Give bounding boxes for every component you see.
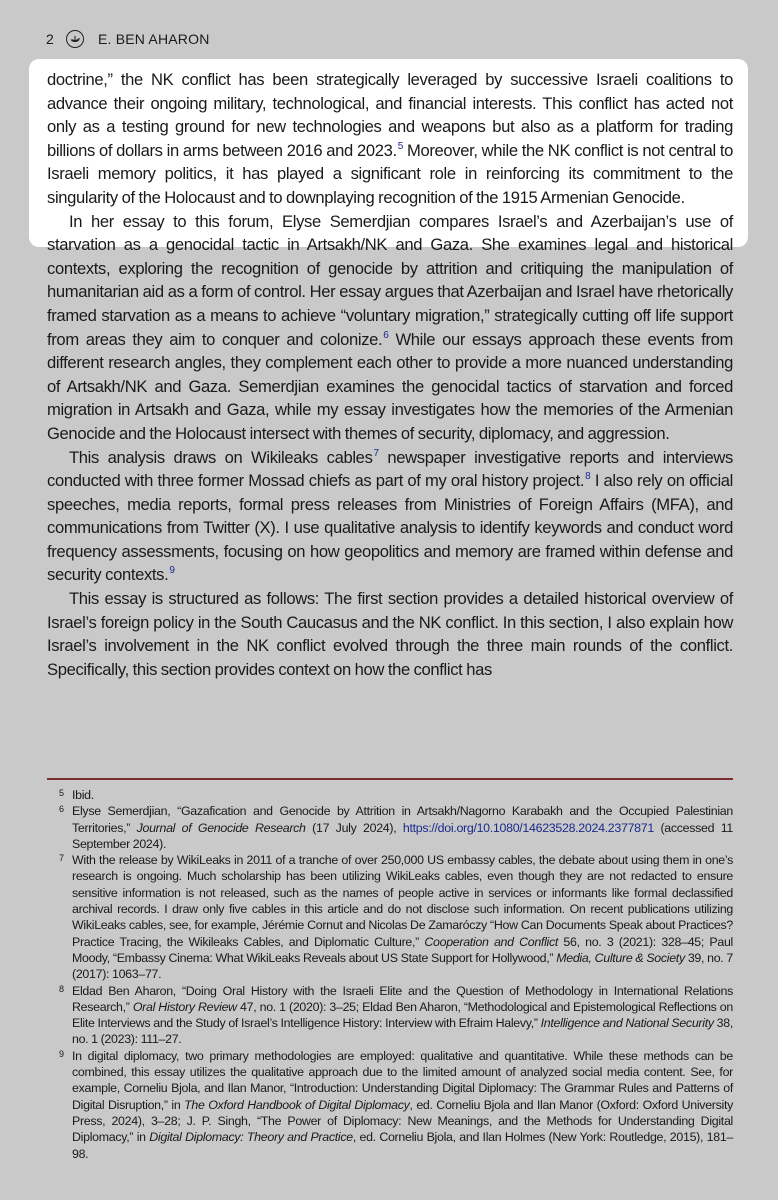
footnote-divider bbox=[47, 778, 733, 780]
body-text bbox=[47, 68, 733, 681]
paragraph-4: This essay is structured as follows: The first section provides a detailed historical overview of Israel’s foreign policy in the South Caucasus and the NK conflict. In this section, I also explain how Israel’s involvement in the NK conflict evolved through the three main rounds of the conflict. Specifically, this section provides context on how the conflict has bbox=[47, 589, 733, 679]
footnote-6: 6 Elyse Semerdjian, “Gazafication and Genocide by Attrition in Artsakh/Nagorno Karabakh and the Occupied Palestinian Territories,” Journal of Genocide Research (17 July 2024), https://doi.org/10.1080/14623528.2024.2377871 (accessed 11 September 2024). bbox=[59, 804, 734, 851]
page-number: 2 bbox=[46, 31, 54, 47]
footnote-ref-8[interactable]: 8 bbox=[585, 471, 591, 483]
footnotes bbox=[47, 787, 733, 1162]
footnote-7: 7 With the release by WikiLeaks in 2011 of a tranche of over 250,000 US embassy cables, the debate about using them in one’s research is ongoing. Much scholarship has been utilizing WikiLeaks cables, even though they are not redacted to ensure sensitive information is not released, such as the names of people active in services or informants like formal declassified archival records. I draw only five cables in this article and do not disclose such information. On recent publications utilizing WikiLeaks cables, see, for example, Jérémie Cornut and Nicolas De Zamaróczy “How Can Documents Speak about Practices? Practice Tracing, the Wikileaks Cables, and Diplomatic Culture,” Cooperation and Conflict 56, no. 3 (2021): 328–45; Paul Moody, “Embassy Cinema: What WikiLeaks Reveals about US State Support for Hollywood,” Media, Culture & Society 39, no. 7 (2017): 1063–77. bbox=[59, 853, 733, 982]
footnote-8: 8 Eldad Ben Aharon, “Doing Oral History with the Israeli Elite and the Question of Methodology in International Relations Research,” Oral History Review 47, no. 1 (2020): 3–25; Eldad Ben Aharon, “Methodological and Epistemological Reflections on Elite Interviews and the Study of Israel’s Intelligence History: Interview with Efraim Halevy,” Intelligence and National Security 38, no. 1 (2023): 111–27. bbox=[59, 983, 733, 1047]
footnote-ref-9[interactable]: 9 bbox=[169, 565, 175, 577]
footnote-ref-7[interactable]: 7 bbox=[373, 447, 379, 459]
author-name: E. BEN AHARON bbox=[98, 31, 210, 47]
journal-lamp-logo-icon bbox=[66, 30, 84, 48]
paragraph-2: In her essay to this forum, Elyse Semerdjian compares Israel’s and Azerbaijan’s use of starvation as a genocidal tactic in Artsakh/NK and Gaza. She examines legal and historical contexts, exploring the recognition of genocide by attrition and critiquing the manipulation of humanitarian aid as a form of control. Her essay argues that Azerbaijan and Israel have rhetorically framed starvation as a means to achieve “voluntary migration,” strategically cutting off life support from areas they aim to conquer and colonize.$^6$ While our essays approach these events from different research angles, they complement each other to provide a more nuanced understanding of Artsakh/NK and Gaza. Semerdjian examines the genocidal tactics of starvation and forced migration in Artsakh and Gaza, while my essay investigates how the memories of the Armenian Genocide and the Holocaust intersect with themes of security, diplomacy, and aggression. bbox=[47, 211, 734, 443]
footnote-ref-5[interactable]: 5 bbox=[397, 140, 403, 152]
paragraph-1: doctrine,” the NK conflict has been strategically leveraged by successive Israeli coalitions to advance their ongoing military, technological, and financial interests. This conflict has acted not only as a testing ground for new technologies and weapons but also as a platform for trading billions of dollars in arms between 2016 and 2023.$^5$ Moreover, while the NK conflict is not central to Israeli memory politics, it has played a significant role in reinforcing its commitment to the singularity of the Holocaust and to downplaying recognition of the 1915 Armenian Genocide. bbox=[47, 70, 733, 207]
running-head bbox=[46, 30, 210, 48]
footnote-ref-6[interactable]: 6 bbox=[383, 329, 389, 341]
paragraph-3: This analysis draws on Wikileaks cables$^7$ newspaper investigative reports and interviews conducted with three former Mossad chiefs as part of my oral history project.$^8$ I also rely on official speeches, media reports, formal press releases from Ministries of Foreign Affairs (MFA), and communications from Twitter (X). I use qualitative analysis to identify keywords and conduct word frequency assessments, focusing on how geopolitics and memory are framed within defense and security contexts.$^9$ bbox=[47, 447, 733, 585]
footnote-5: 5 Ibid. bbox=[59, 788, 94, 802]
footnote-9: 9 In digital diplomacy, two primary methodologies are employed: qualitative and quantitative. While these methods can be combined, this essay utilizes the qualitative approach due to the limited amount of analyzed social media content. See, for example, Corneliu Bjola, and Ilan Manor, “Introduction: Understanding Digital Diplomacy: The Grammar Rules and Patterns of Digital Disruption,” in The Oxford Handbook of Digital Diplomacy, ed. Corneliu Bjola and Ilan Manor (Oxford: Oxford University Press, 2024), 3–28; J. P. Singh, “The Power of Diplomacy: New Meanings, and the Methods for Understanding Digital Diplomacy,” in Digital Diplomacy: Theory and Practice, ed. Corneliu Bjola, and Ilan Holmes (New York: Routledge, 2015), 181–98. bbox=[59, 1048, 734, 1161]
doi-link[interactable]: https://doi.org/10.1080/14623528.2024.2377871 bbox=[402, 820, 654, 835]
